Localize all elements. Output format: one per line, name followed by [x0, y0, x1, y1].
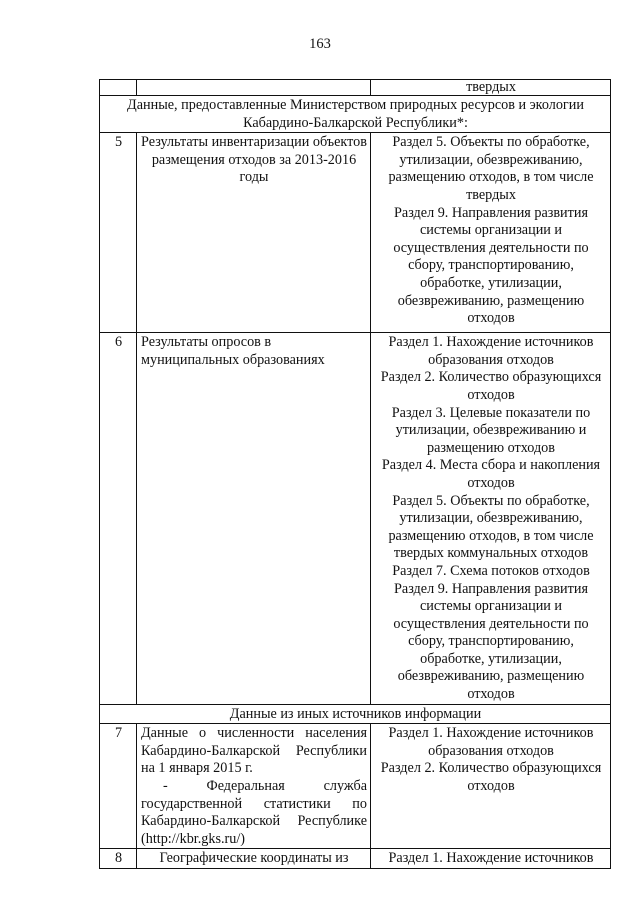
row-number: 8 — [100, 849, 137, 869]
row-source: Географические координаты из — [137, 849, 371, 869]
row-source — [137, 724, 371, 849]
table-row — [100, 724, 611, 849]
group-header-row — [100, 96, 611, 133]
section-item: Раздел 7. Схема потоков отходов — [392, 562, 590, 579]
section-item: Раздел 1. Нахождение источников — [388, 850, 594, 867]
section-item: Раздел 2. Количество образующихся отходов — [380, 760, 602, 795]
row-sections — [371, 849, 611, 869]
section-item: Раздел 9. Направления развития системы организации и осуществления деятельности по сбору, транспортированию, обработке, утилизации, обезвреживанию, размещению отходов — [393, 204, 589, 327]
table-row — [100, 849, 611, 869]
row-source: Результаты инвентаризации объектов размещения отходов за 2013-2016 годы — [137, 133, 371, 333]
table-row-continuation — [100, 80, 611, 96]
row-number: 7 — [100, 724, 137, 849]
source-sub: - Федеральная служба государственной статистики по Кабардино-Балкарской Республике (http://kbr.gks.ru/) — [141, 778, 367, 847]
row-number: 6 — [100, 333, 137, 704]
cell-num — [100, 80, 137, 96]
section-item: Раздел 1. Нахождение источников образования отходов — [388, 334, 594, 368]
section-item: Раздел 4. Места сбора и накопления отходов — [381, 457, 601, 491]
cell-source — [137, 80, 371, 96]
section-item: Раздел 5. Объекты по обработке, утилизации, обезвреживанию, размещению отходов, в том числе твердых — [388, 134, 594, 203]
sources-table — [99, 79, 611, 869]
section-item: Раздел 9. Направления развития системы организации и осуществления деятельности по сбору, транспортированию, обработке, утилизации, обезвреживанию, размещению отходов — [393, 580, 589, 703]
group-title-other: Данные из иных источников информации — [100, 704, 611, 724]
group-title-ministry: Данные, предоставленные Министерством природных ресурсов и экологии Кабардино-Балкарской Республики*: — [100, 96, 611, 133]
row-source: Результаты опросов в муниципальных образованиях — [137, 333, 371, 704]
source-main: Данные о численности населения Кабардино-Балкарской Республики на 1 января 2015 г. — [141, 725, 367, 777]
row-sections — [371, 333, 611, 704]
row-number: 5 — [100, 133, 137, 333]
row-sections — [371, 133, 611, 333]
section-item: Раздел 5. Объекты по обработке, утилизации, обезвреживанию, размещению отходов, в том числе твердых коммунальных отходов — [388, 492, 594, 562]
table-row — [100, 133, 611, 333]
section-item: Раздел 3. Целевые показатели по утилизации, обезвреживанию и размещению отходов — [391, 404, 591, 456]
group-header-row — [100, 704, 611, 724]
row-sections — [371, 724, 611, 849]
section-item: Раздел 2. Количество образующихся отходов — [380, 369, 602, 403]
page-number: 163 — [309, 36, 331, 52]
cell-sections: твердых — [371, 80, 611, 96]
table-row — [100, 333, 611, 704]
section-item: Раздел 1. Нахождение источников образования отходов — [388, 725, 594, 759]
